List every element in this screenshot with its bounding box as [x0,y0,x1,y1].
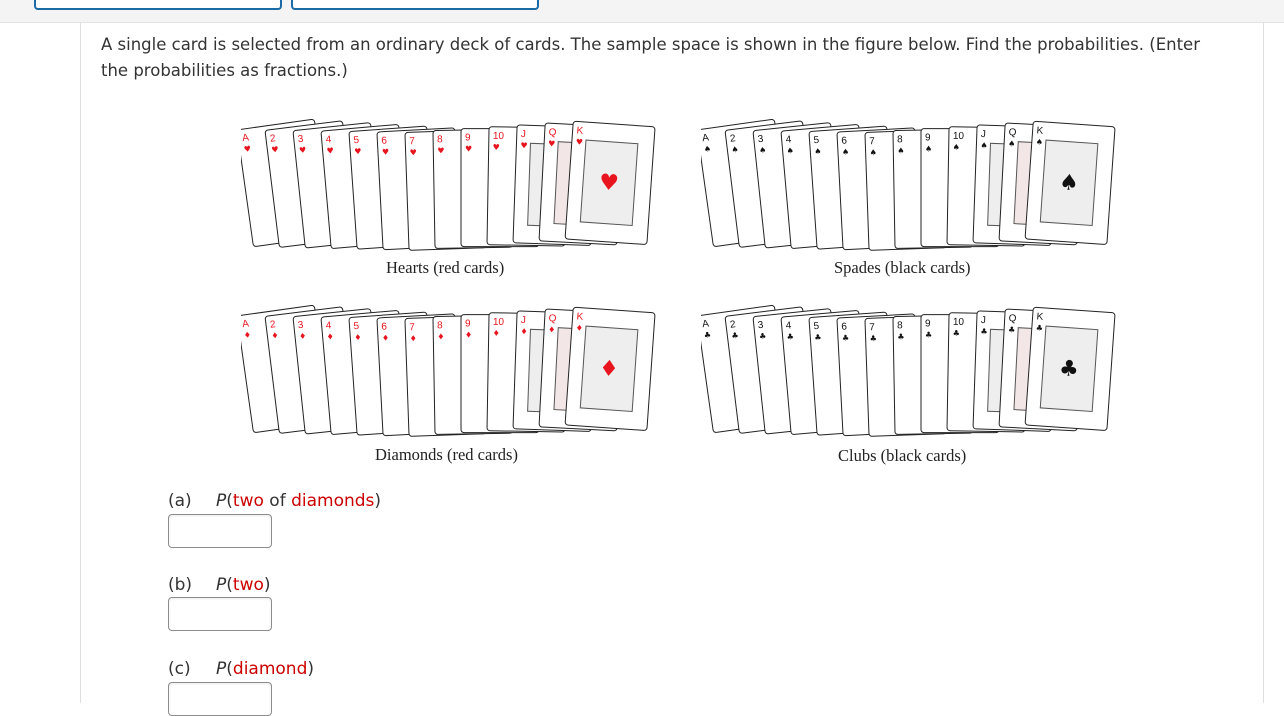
card-suit-pip: ♠ [925,144,933,154]
card-rank-label: Q [548,313,557,325]
connector-word: of [263,491,292,511]
card-rank-label: A [241,318,250,331]
card-rank-label: 10 [492,316,505,328]
diamonds-fan [241,295,661,461]
card-rank-label: 8 [437,134,443,146]
card-suit-pip: ♠ [980,140,988,151]
answer-input-c[interactable] [168,682,272,716]
paren-close: ) [374,491,382,511]
prob-symbol: P [216,575,227,595]
card-rank-label: K [576,311,584,323]
card-suit-pip: ♣ [980,326,988,337]
card-rank-label: 8 [437,320,443,332]
card-rank-label: A [701,318,710,331]
card-rank-label: 8 [897,320,903,332]
face-card-pip: ♥ [598,170,620,197]
playing-card-K [1025,121,1115,244]
playing-card-K [565,307,655,430]
card-suit-pip: ♦ [270,330,280,341]
card-suit-pip: ♠ [730,144,740,155]
card-suit-pip: ♠ [841,147,850,157]
card-rank-label: 9 [465,132,471,144]
paren-open: ( [226,659,233,679]
card-rank-label: 6 [381,135,388,147]
card-rank-label: A [701,132,710,145]
card-suit-pip: ♣ [814,332,822,343]
card-suit-pip: ♣ [758,331,767,342]
card-suit-pip: ♦ [381,333,390,343]
card-suit-pip: ♦ [465,330,473,340]
event-word: two [232,491,264,511]
card-rank-label: 7 [869,136,876,148]
card-rank-label: 7 [409,136,416,148]
card-rank-label: 2 [269,319,277,331]
card-rank-label: J [980,314,986,327]
spades-caption: Spades (black cards) [834,258,971,277]
clubs-caption: Clubs (black cards) [838,446,967,465]
top-toolbar [0,0,1284,23]
playing-card-K [1025,307,1115,430]
part-b-letter: (b) [168,575,193,595]
card-rank-label: Q [1008,127,1017,139]
card-rank-label: 6 [381,321,388,333]
card-suit-pip: ♠ [758,145,767,156]
card-suit-pip: ♣ [897,332,905,342]
card-suit-pip: ♥ [326,146,335,156]
card-rank-label: 3 [757,319,765,332]
card-suit-pip: ♦ [409,334,417,344]
card-suit-pip: ♣ [869,334,877,344]
answer-input-b[interactable] [168,597,272,631]
hearts-caption: Hearts (red cards) [386,258,505,277]
event-word-2: diamonds [291,491,375,511]
card-rank-label: 9 [465,318,471,330]
card-rank-label: Q [548,127,557,139]
card-rank-label: K [1036,311,1044,323]
answer-input-a[interactable] [168,514,272,548]
playing-card-K [565,121,655,244]
card-rank-label: 2 [269,133,277,145]
part-c-label [168,659,314,679]
card-rank-label: 3 [757,133,765,146]
paren-close: ) [263,575,271,595]
card-suit-pip: ♣ [925,330,933,340]
card-rank-label: 2 [729,319,737,331]
card-suit-pip: ♦ [492,328,500,338]
card-rank-label: 9 [925,132,931,144]
card-rank-label: 5 [813,320,820,333]
card-suit-pip: ♠ [952,142,960,152]
question-text: A single card is selected from an ordinary deck of cards. The sample space is shown in the figure below. Find the probabilities. (Enter the probabilities as fractions.) [101,35,1200,80]
card-suit-pip: ♦ [298,331,307,342]
card-suit-pip: ♦ [326,332,335,342]
card-rank-label: 5 [813,134,820,147]
clubs-fan [701,295,1121,461]
question-panel [80,23,1264,703]
card-rank-label: 10 [952,316,965,328]
card-rank-label: 5 [353,134,360,147]
card-suit-pip: ♥ [520,140,528,151]
event-word: two [232,575,264,595]
card-rank-label: 8 [897,134,903,146]
card-rank-label: J [520,314,526,327]
card-rank-label: 3 [297,319,305,332]
card-suit-pip: ♥ [547,139,556,149]
event-word: diamond [232,659,308,679]
card-rank-label: 6 [841,135,848,147]
part-c-letter: (c) [168,659,191,679]
card-suit-pip: ♣ [730,330,740,341]
part-a-letter: (a) [168,491,192,511]
card-rank-label: Q [1008,313,1017,325]
card-suit-pip: ♠ [814,146,822,157]
part-b-label [168,575,271,595]
card-suit-pip: ♦ [437,332,445,342]
card-suit-pip: ♠ [786,146,795,156]
part-a-label [168,491,381,511]
diamonds-caption: Diamonds (red cards) [375,445,518,464]
card-suit-pip: ♣ [1007,325,1016,335]
card-suit-pip: ♥ [492,142,500,152]
card-suit-pip: ♥ [354,146,362,157]
card-suit-pip: ♥ [575,137,584,147]
toolbar-button-left[interactable] [34,0,282,10]
card-suit-pip: ♣ [703,330,712,341]
card-rank-label: K [1036,125,1044,137]
paren-open: ( [226,575,233,595]
paren-open: ( [226,491,233,511]
card-rank-label: 4 [785,134,792,146]
card-suit-pip: ♣ [841,333,850,343]
card-rank-label: 9 [925,318,931,330]
card-suit-pip: ♠ [703,144,712,155]
card-suit-pip: ♥ [243,144,252,155]
card-rank-label: 4 [325,320,332,332]
card-suit-pip: ♥ [409,148,417,158]
card-rank-label: J [520,128,526,141]
face-card-pip: ♠ [1058,170,1080,197]
card-rank-label: A [241,132,250,145]
card-suit-pip: ♥ [381,147,390,157]
card-rank-label: 7 [409,322,416,334]
card-suit-pip: ♥ [437,146,445,156]
spades-fan [701,109,1121,275]
prob-symbol: P [216,659,227,679]
card-suit-pip: ♠ [1035,137,1044,147]
hearts-fan [241,109,661,275]
card-suit-pip: ♣ [952,328,960,338]
card-suit-pip: ♠ [869,148,877,158]
toolbar-button-right[interactable] [291,0,539,10]
card-rank-label: 6 [841,321,848,333]
card-suit-pip: ♥ [270,144,280,155]
card-suit-pip: ♦ [243,330,252,341]
card-suit-pip: ♦ [547,325,556,335]
card-suit-pip: ♦ [354,332,362,343]
card-suit-pip: ♦ [520,326,528,337]
card-suit-pip: ♥ [298,145,307,156]
card-suit-pip: ♦ [575,323,584,333]
card-rank-label: 4 [785,320,792,332]
card-rank-label: 10 [492,130,505,142]
card-suit-pip: ♠ [897,146,905,156]
card-suit-pip: ♠ [1007,139,1016,149]
card-rank-label: K [576,125,584,137]
prob-symbol: P [216,491,227,511]
card-rank-label: 4 [325,134,332,146]
card-suit-pip: ♣ [1035,323,1044,333]
face-card-pip: ♣ [1058,356,1080,383]
card-rank-label: 10 [952,130,965,142]
card-rank-label: 7 [869,322,876,334]
card-suit-pip: ♣ [786,332,795,342]
face-card-pip: ♦ [598,356,620,383]
card-rank-label: 5 [353,320,360,333]
card-suit-pip: ♥ [465,144,473,154]
card-rank-label: J [980,128,986,141]
paren-close: ) [307,659,315,679]
card-rank-label: 2 [729,133,737,145]
card-rank-label: 3 [297,133,305,146]
